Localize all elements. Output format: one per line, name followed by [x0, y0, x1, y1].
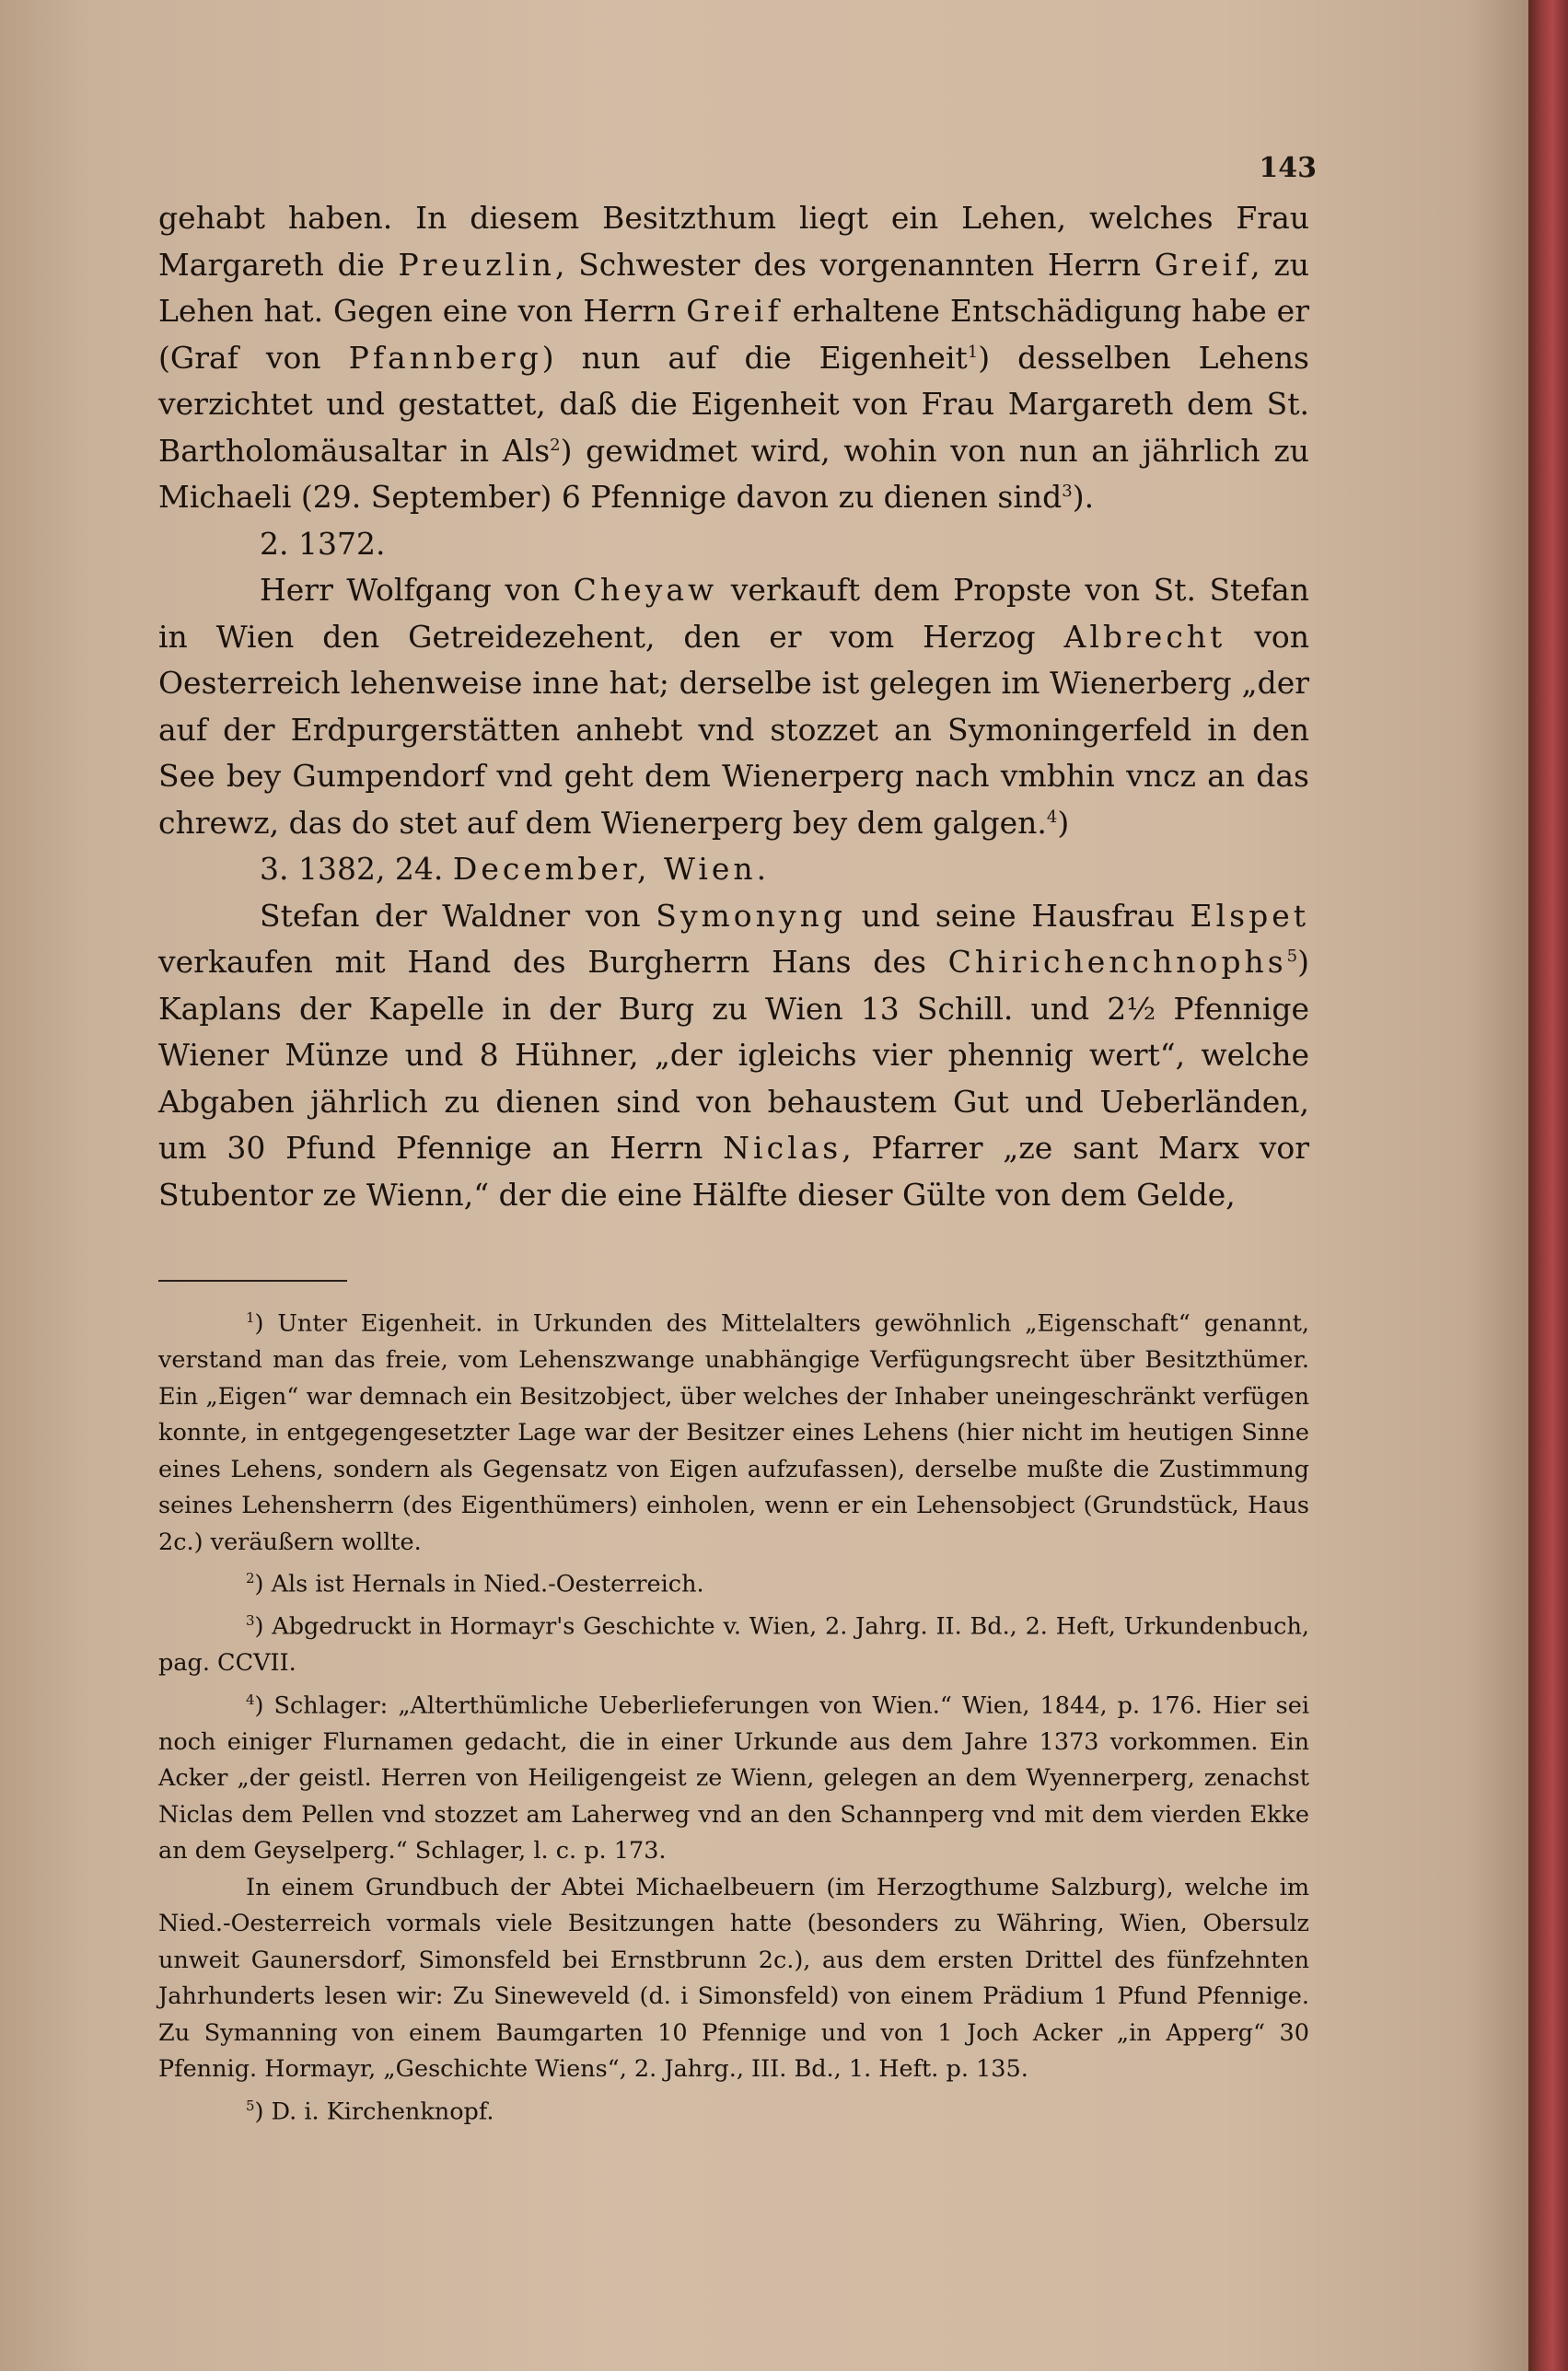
- paragraph-1: gehabt haben. In diesem Besitzthum liegt ein Lehen, welches Frau Margareth die Preuzlin, Schwester des vorgenannten Herrn Greif, zu Lehen hat. Gegen eine von Herrn Greif erhaltene Entschädigung habe er (Graf von Pfannberg) nun auf die Eigenheit$^1$) desselben Lehens verzichtet und gestattet, daß die Eigenheit von Frau Margareth dem St. Bartholomäusaltar in Als$^2$) gewidmet wird, wohin von nun an jährlich zu Michaeli (29. September) 6 Pfennige davon zu dienen sind$^3$).: [158, 200, 1309, 515]
- name-albrecht: Albrecht: [1063, 618, 1226, 655]
- footnote-3: $^3$) Abgedruckt in Hormayr's Geschichte v. Wien, 2. Jahrg. II. Bd., 2. Heft, Urkundenbuch, pag. CCVII.: [158, 1612, 1309, 1677]
- name-pfannberg: Pfannberg: [348, 339, 542, 376]
- footnote-divider: [158, 1280, 347, 1282]
- name-symonyng: Symonyng: [656, 897, 846, 934]
- footnote-ref-5: 5: [1286, 947, 1298, 966]
- name-cheyaw: Cheyaw: [573, 572, 718, 608]
- footnote-1: $^1$) Unter Eigenheit. in Urkunden des Mittelalters gewöhnlich „Eigenschaft“ genannt, verstand man das freie, vom Lehenszwange unabhängige Verfügungsrecht über Besitzthümer. Ein „Eigen“ war demnach ein Besitzobject, über welches der Inhaber uneingeschränkt verfügen konnte, in entgegengesetzter Lage war der Besitzer eines Lehens (hier nicht im heutigen Sinne eines Lehens, sondern als Gegensatz von Eigen aufzufassen), derselbe mußte die Zustimmung seines Lehensherrn (des Eigenthümers) einholen, wenn er ein Lehensobject (Grundstück, Haus 2c.) veräußern wollte.: [158, 1309, 1309, 1556]
- entry-heading-2: 2. 1372.: [260, 525, 386, 562]
- name-preuzlin: Preuzlin: [398, 246, 555, 283]
- paragraph-3: Stefan der Waldner von Symonyng und seine Hausfrau Elspet verkaufen mit Hand des Burgherrn Hans des Chirichenchnophs$^5$) Kaplans der Kapelle in der Burg zu Wien 13 Schill. und 2½ Pfennige Wiener Münze und 8 Hühner, „der igleichs vier phennig wert“, welche Abgaben jährlich zu dienen sind von behaustem Gut und Ueberländen, um 30 Pfund Pfennige an Herrn Niclas, Pfarrer „ze sant Marx vor Stubentor ze Wienn,“ der die eine Hälfte dieser Gülte von dem Gelde,: [158, 897, 1310, 1213]
- name-greif-2: Greif: [686, 293, 783, 329]
- name-elspet: Elspet: [1190, 897, 1310, 934]
- name-niclas: Niclas: [723, 1130, 842, 1166]
- footnote-2: $^2$) Als ist Hernals in Nied.-Oesterreich.: [246, 1570, 704, 1598]
- name-chirichenchnophs: Chirichenchnophs: [947, 944, 1287, 980]
- page-number: 143: [1259, 152, 1317, 184]
- footnote-5: $^5$) D. i. Kirchenknopf.: [246, 2097, 494, 2125]
- book-cover-edge: [1528, 0, 1568, 2371]
- footnote-ref-3: 3: [1062, 482, 1073, 501]
- name-greif: Greif: [1154, 246, 1251, 283]
- entry-heading-3: 3. 1382, 24. December, Wien.: [260, 851, 771, 887]
- paragraph-2: Herr Wolfgang von Cheyaw verkauft dem Propste von St. Stefan in Wien den Getreidezehent, den er vom Herzog Albrecht von Oesterreich lehenweise inne hat; derselbe ist gelegen im Wienerberg „der auf der Erdpurgerstätten anhebt vnd stozzet an Symoningerfeld in den See bey Gumpendorf vnd geht dem Wienerperg nach vmbhin vncz an das chrewz, das do stet auf dem Wienerperg bey dem galgen.$^4$): [158, 572, 1309, 841]
- footnote-4-continued: In einem Grundbuch der Abtei Michaelbeuern (im Herzogthume Salzburg), welche im Nied.-Oesterreich vormals viele Besitzungen hatte (besonders zu Währing, Wien, Obersulz unweit Gaunersdorf, Simonsfeld bei Ernstbrunn 2c.), aus dem ersten Drittel des fünfzehnten Jahrhunderts lesen wir: Zu Sineweveld (d. i Simonsfeld) von einem Prädium 1 Pfund Pfennige. Zu Symanning von einem Baumgarten 10 Pfennige und von 1 Joch Acker „in Apperg“ 30 Pfennig. Hormayr, „Geschichte Wiens“, 2. Jahrg., III. Bd., 1. Heft. p. 135.: [158, 1873, 1309, 2083]
- footnote-ref-2: 2: [550, 435, 561, 455]
- footnote-4: $^4$) Schlager: „Alterthümliche Ueberlieferungen von Wien.“ Wien, 1844, p. 176. Hier sei noch einiger Flurnamen gedacht, die in einer Urkunde aus dem Jahre 1373 vorkommen. Ein Acker „der geistl. Herren von Heiligengeist ze Wienn, gelegen an dem Wyennerperg, zenachst Niclas dem Pellen vnd stozzet am Laherweg vnd an den Schannperg vnd mit dem vierden Ekke an dem Geyselperg.“ Schlager, l. c. p. 173.: [158, 1691, 1309, 1865]
- main-text: [158, 195, 1309, 1218]
- footnotes: [158, 1300, 1309, 2131]
- footnote-ref-4: 4: [1046, 807, 1058, 827]
- footnote-ref-1: 1: [967, 342, 979, 362]
